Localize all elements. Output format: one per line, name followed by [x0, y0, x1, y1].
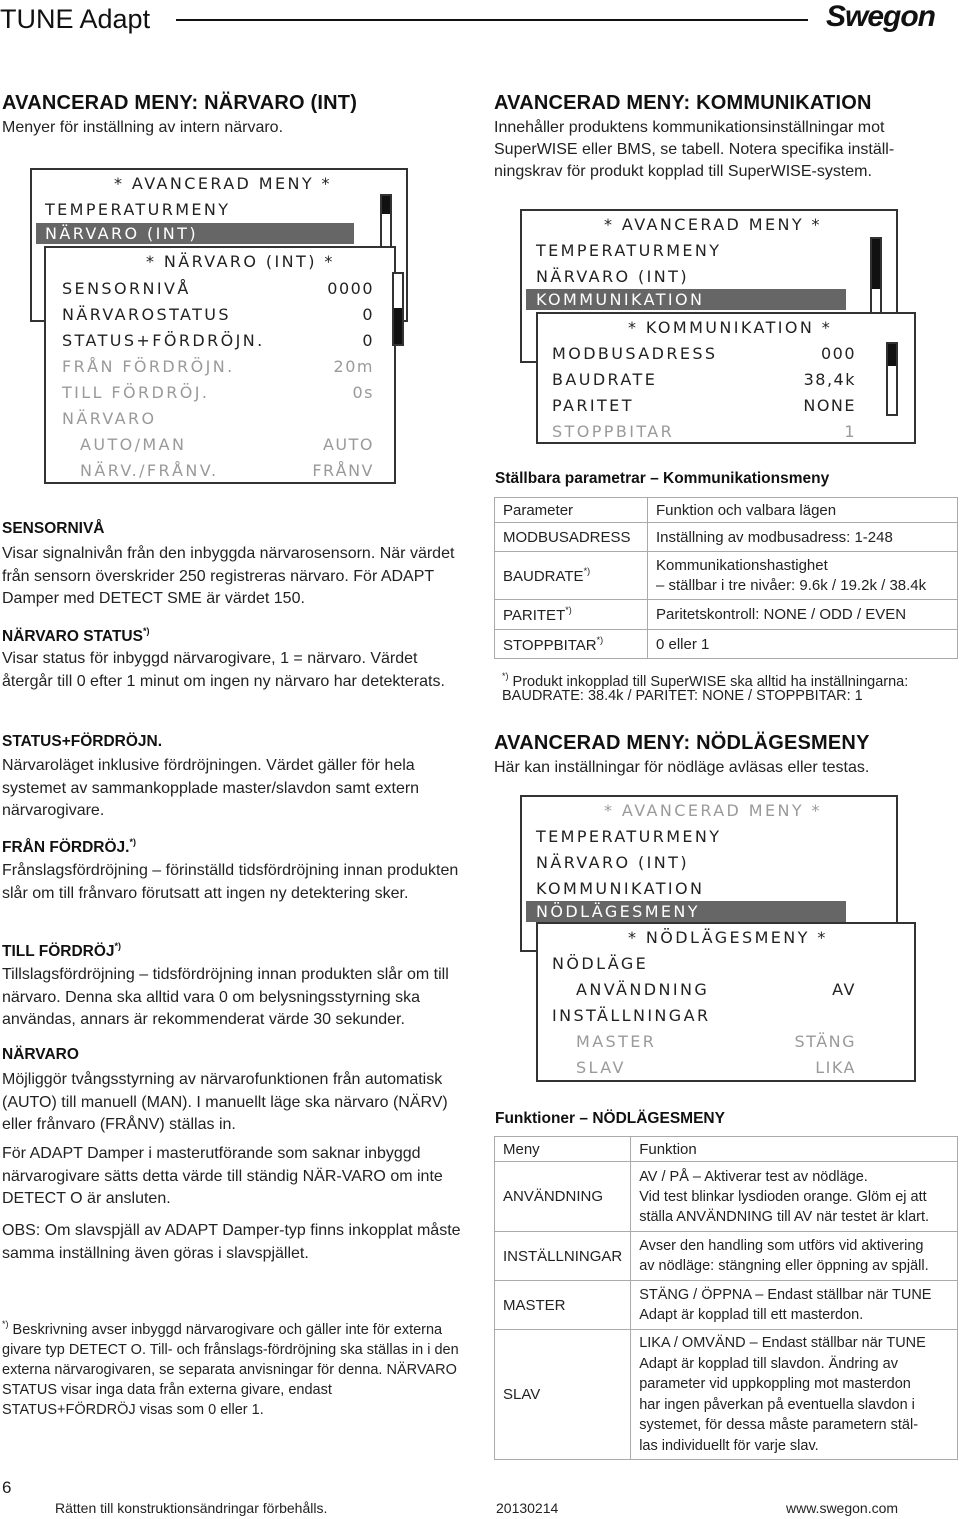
- param-name: STOPPBITAR: [503, 636, 597, 654]
- function-line: Adapt är kopplad till ett masterdon.: [639, 1307, 864, 1323]
- function-line: LIKA / OMVÄND – Endast ställbar när TUNE: [639, 1335, 926, 1351]
- lcd-row-label: NÄRV./FRÅNV.: [80, 461, 219, 480]
- footnote-mark: *): [583, 566, 591, 576]
- function-line: Vid test blinkar lysdioden orange. Glöm ej att: [639, 1188, 927, 1205]
- document-title: TUNE Adapt: [0, 4, 151, 34]
- function-cell: [631, 1162, 958, 1232]
- table-title-nodlage: Funktioner – NÖDLÄGESMENY: [495, 1110, 725, 1127]
- lcd-row-value: STÄNG: [794, 1032, 856, 1051]
- lcd-nodlage-menu: [536, 922, 916, 1082]
- table-row: [495, 1330, 958, 1460]
- param-cell: [495, 630, 648, 659]
- menu-cell: MASTER: [495, 1281, 631, 1330]
- function-cell: Paritetskontroll: NONE / ODD / EVEN: [648, 600, 958, 630]
- footer-url[interactable]: www.swegon.com: [786, 1500, 899, 1516]
- param-heading: SENSORNIVÅ: [2, 520, 105, 537]
- table-kommunikation: [494, 497, 958, 659]
- table-row: [495, 1281, 958, 1330]
- section-subtitle-kommunikation: Innehåller produktens kommunikationsinställningar mot SuperWISE eller BMS, se tabell. Notera specifika inställ-ningskrav för produkt kopplad till SuperWISE-system.: [494, 119, 895, 180]
- param-description: Visar signalnivån från den inbyggda närvarosensorn. När värdet från sensorn överskrider 250 registreras närvaro. För ADAPT Damper med DETECT SME är värdet 150.: [2, 545, 455, 607]
- function-line: – ställbar i tre nivåer: 9.6k / 19.2k / 38.4k: [656, 576, 927, 594]
- lcd-row-label: NÄRVARO: [62, 409, 157, 428]
- footer-date: 20130214: [496, 1500, 559, 1516]
- lcd-scrollbar: [886, 342, 898, 416]
- param-cell: MODBUSADRESS: [495, 523, 648, 552]
- lcd-row-label: MASTER: [576, 1032, 657, 1051]
- param-title: NÄRVARO STATUS: [2, 628, 143, 645]
- section-heading-narvaro: AVANCERAD MENY: NÄRVARO (INT): [2, 92, 358, 114]
- header-rule: [176, 19, 808, 21]
- function-line: systemet, för dessa måste parametern stäl-: [639, 1417, 919, 1433]
- param-description: Tillslagsfördröjning – tidsfördröjning innan produkten slår om till närvaro. Denna ska alltid vara 0 om belysningsstyrning ska användas, annars är rekommenderat värde 30 sekunder.: [2, 966, 449, 1028]
- table-title-kommunikation: Ställbara parametrar – Kommunikationsmeny: [495, 470, 830, 487]
- section-subtitle-narvaro: Menyer för inställning av intern närvaro.: [2, 119, 284, 136]
- lcd-menu-item: TEMPERATURMENY: [536, 241, 722, 260]
- lcd-menu-item-selected: NÖDLÄGESMENY: [526, 901, 846, 922]
- lcd-scrollbar: [392, 272, 404, 346]
- param-cell: [495, 552, 648, 600]
- footer-text: Rätten till konstruktionsändringar förbehålls.: [55, 1500, 328, 1516]
- function-line: ställa ANVÄNDNING till AV när testet är klart.: [639, 1208, 930, 1225]
- footnote-mark: *): [502, 671, 509, 681]
- footnote-text: Beskrivning avser inbyggd närvarogivare och gäller inte för externa givare typ DETECT O. Till- och frånslags-fördröjning ska ställas in i den externa närvarogivaren, se separata anvisningar för denna. NÄRVARO STATUS visar inga data från externa givare, endast STATUS+FÖRDRÖJ visas som 0 eller 1.: [2, 1322, 459, 1418]
- param-description: OBS: Om slavspjäll av ADAPT Damper-typ finns inkopplat måste samma inställning även göras i slavspjället.: [2, 1222, 461, 1262]
- table-row: [495, 600, 958, 630]
- lcd-row-label: PARITET: [552, 396, 634, 415]
- lcd-row-value: AUTO: [322, 435, 374, 454]
- page-number: 6: [2, 1478, 12, 1497]
- lcd-kommunikation-menu: [536, 312, 916, 444]
- function-line: Adapt är kopplad till slavdon. Ändring av: [639, 1355, 898, 1372]
- lcd-row-value: 0: [362, 331, 374, 350]
- footnote-mark: *): [565, 605, 572, 615]
- lcd-row-label: SENSORNIVÅ: [62, 279, 191, 298]
- lcd-row-value: 0000: [327, 279, 374, 298]
- footnote-mark: *): [142, 626, 150, 636]
- param-heading: [2, 941, 121, 961]
- param-description: Visar status för inbyggd närvarogivare, 1 = närvaro. Värdet återgår till 0 efter 1 minut om ingen ny närvaro har detekterats.: [2, 650, 445, 690]
- function-cell: [648, 552, 958, 600]
- lcd-scrollbar: [870, 237, 882, 317]
- lcd-menu-item: NÄRVARO (INT): [536, 853, 689, 872]
- lcd-narvaro-menu: [44, 246, 396, 484]
- function-line: las individuellt för varje slav.: [639, 1437, 819, 1454]
- function-line: av nödläge: stängning eller öppning av spjäll.: [639, 1258, 929, 1274]
- function-line: AV / PÅ – Aktiverar test av nödläge.: [639, 1168, 868, 1185]
- function-line: Avser den handling som utförs vid aktivering: [639, 1238, 924, 1254]
- table-header-row: [495, 498, 958, 523]
- param-title: TILL FÖRDRÖJ: [2, 943, 115, 960]
- lcd-row-value: 0s: [352, 383, 374, 402]
- lcd-menu-item-selected: KOMMUNIKATION: [526, 289, 846, 310]
- lcd-row-label: NÄRVAROSTATUS: [62, 305, 231, 324]
- lcd-row-label: NÖDLÄGE: [552, 954, 649, 973]
- footnote: [2, 1314, 464, 1420]
- table-row: [495, 552, 958, 600]
- lcd-title: * AVANCERAD MENY *: [604, 801, 822, 820]
- table-header-cell: Funktion: [631, 1137, 958, 1162]
- function-line: STÄNG / ÖPPNA – Endast ställbar när TUNE: [639, 1287, 932, 1303]
- lcd-row-value: NONE: [803, 396, 856, 415]
- lcd-scrollbar-thumb: [872, 239, 880, 289]
- lcd-menu-item-selected: NÄRVARO (INT): [36, 223, 354, 244]
- lcd-row-label: SLAV: [576, 1058, 626, 1077]
- lcd-row-label: MODBUSADRESS: [552, 344, 718, 363]
- param-heading: [2, 837, 136, 857]
- lcd-menu-item: KOMMUNIKATION: [536, 879, 705, 898]
- param-title: FRÅN FÖRDRÖJ.: [2, 839, 130, 856]
- param-description: För ADAPT Damper i masterutförande som saknar inbyggd närvarogivare sätts detta värde till ständig NÄR-VARO om inte DETECT O är ansluten.: [2, 1145, 443, 1207]
- lcd-row-value: AV: [832, 980, 856, 999]
- table-header-cell: Meny: [495, 1137, 631, 1162]
- function-cell: [631, 1232, 958, 1281]
- table-note-values: BAUDRATE: 38.4k / PARITET: NONE / STOPPBITAR: 1: [502, 688, 863, 704]
- menu-cell: ANVÄNDNING: [495, 1162, 631, 1232]
- menu-cell: INSTÄLLNINGAR: [495, 1232, 631, 1281]
- table-note-text: Produkt inkopplad till SuperWISE ska alltid ha inställningarna:: [512, 674, 909, 690]
- lcd-row-label: FRÅN FÖRDRÖJN.: [62, 357, 235, 376]
- lcd-title: * NÖDLÄGESMENY *: [628, 928, 828, 947]
- lcd-row-label: INSTÄLLNINGAR: [552, 1006, 711, 1025]
- table-nodlage: [494, 1136, 958, 1460]
- footnote-mark: *): [2, 1319, 9, 1329]
- lcd-row-label: AUTO/MAN: [80, 435, 187, 454]
- section-heading-nodlage: AVANCERAD MENY: NÖDLÄGESMENY: [494, 732, 870, 754]
- lcd-row-value: FRÅNV: [312, 461, 374, 480]
- lcd-row-label: STOPPBITAR: [552, 422, 675, 441]
- table-row: [495, 1162, 958, 1232]
- lcd-row-value: 1: [844, 422, 856, 441]
- lcd-scrollbar-thumb: [394, 308, 402, 344]
- lcd-row-value: 0: [362, 305, 374, 324]
- lcd-scrollbar-thumb: [888, 344, 896, 366]
- param-description: Frånslagsfördröjning – förinställd tidsfördröjning innan produkten slår om till frånvaro förutsatt att ingen ny detektering sker.: [2, 862, 459, 902]
- lcd-row-value: 38,4k: [803, 370, 856, 389]
- lcd-row-label: STATUS+FÖRDRÖJN.: [62, 331, 265, 350]
- lcd-row-label: TILL FÖRDRÖJ.: [62, 383, 210, 402]
- param-description: Närvaroläget inklusive fördröjningen. Värdet gäller för hela systemet av sammankopplade master/slavdon samt extern närvarogivare.: [2, 757, 420, 819]
- param-name: BAUDRATE: [503, 568, 584, 585]
- lcd-row-label: BAUDRATE: [552, 370, 658, 389]
- param-description: Möjliggör tvångsstyrning av närvarofunktionen från automatisk (AUTO) till manuell (MAN). I manuellt läge ska närvaro (NÄRV) eller frånvaro (FRÅNV) ställas in.: [2, 1071, 448, 1133]
- function-cell: Inställning av modbusadress: 1-248: [648, 523, 958, 552]
- lcd-scrollbar-thumb: [382, 196, 390, 214]
- footnote-mark: *): [129, 837, 136, 847]
- table-header-row: [495, 1137, 958, 1162]
- lcd-title: * NÄRVARO (INT) *: [146, 252, 335, 271]
- brand-logo: Swegon: [826, 0, 936, 33]
- section-subtitle-nodlage: Här kan inställningar för nödläge avläsas eller testas.: [494, 759, 870, 776]
- lcd-title: * AVANCERAD MENY *: [604, 215, 822, 234]
- function-cell: [631, 1330, 958, 1460]
- lcd-row-value: LIKA: [815, 1058, 856, 1077]
- table-header-cell: Parameter: [495, 498, 648, 523]
- function-line: Kommunikationshastighet: [656, 556, 828, 574]
- function-line: parameter vid uppkoppling mot masterdon: [639, 1376, 911, 1392]
- menu-cell: SLAV: [495, 1330, 631, 1460]
- lcd-menu-item: NÄRVARO (INT): [536, 267, 689, 286]
- table-row: [495, 630, 958, 659]
- lcd-row-value: 000: [820, 344, 856, 363]
- table-row: [495, 1232, 958, 1281]
- param-heading: NÄRVARO: [2, 1046, 79, 1063]
- table-row: [495, 523, 958, 552]
- lcd-row-value: 20m: [333, 357, 374, 376]
- footnote-mark: *): [114, 941, 122, 951]
- param-cell: [495, 600, 648, 630]
- function-line: har ingen påverkan på eventuella slavdon i: [639, 1396, 915, 1413]
- param-name: PARITET: [503, 607, 566, 624]
- lcd-menu-item: TEMPERATURMENY: [536, 827, 722, 846]
- param-heading: [2, 626, 149, 646]
- lcd-title: * AVANCERAD MENY *: [114, 174, 332, 193]
- param-heading: STATUS+FÖRDRÖJN.: [2, 733, 163, 750]
- table-header-cell: Funktion och valbara lägen: [648, 498, 958, 523]
- lcd-menu-item: TEMPERATURMENY: [45, 200, 231, 219]
- lcd-row-label: ANVÄNDNING: [576, 980, 710, 999]
- footnote-mark: *): [596, 634, 604, 645]
- function-cell: 0 eller 1: [648, 630, 958, 659]
- section-heading-kommunikation: AVANCERAD MENY: KOMMUNIKATION: [494, 92, 872, 114]
- lcd-title: * KOMMUNIKATION *: [628, 318, 833, 337]
- function-cell: [631, 1281, 958, 1330]
